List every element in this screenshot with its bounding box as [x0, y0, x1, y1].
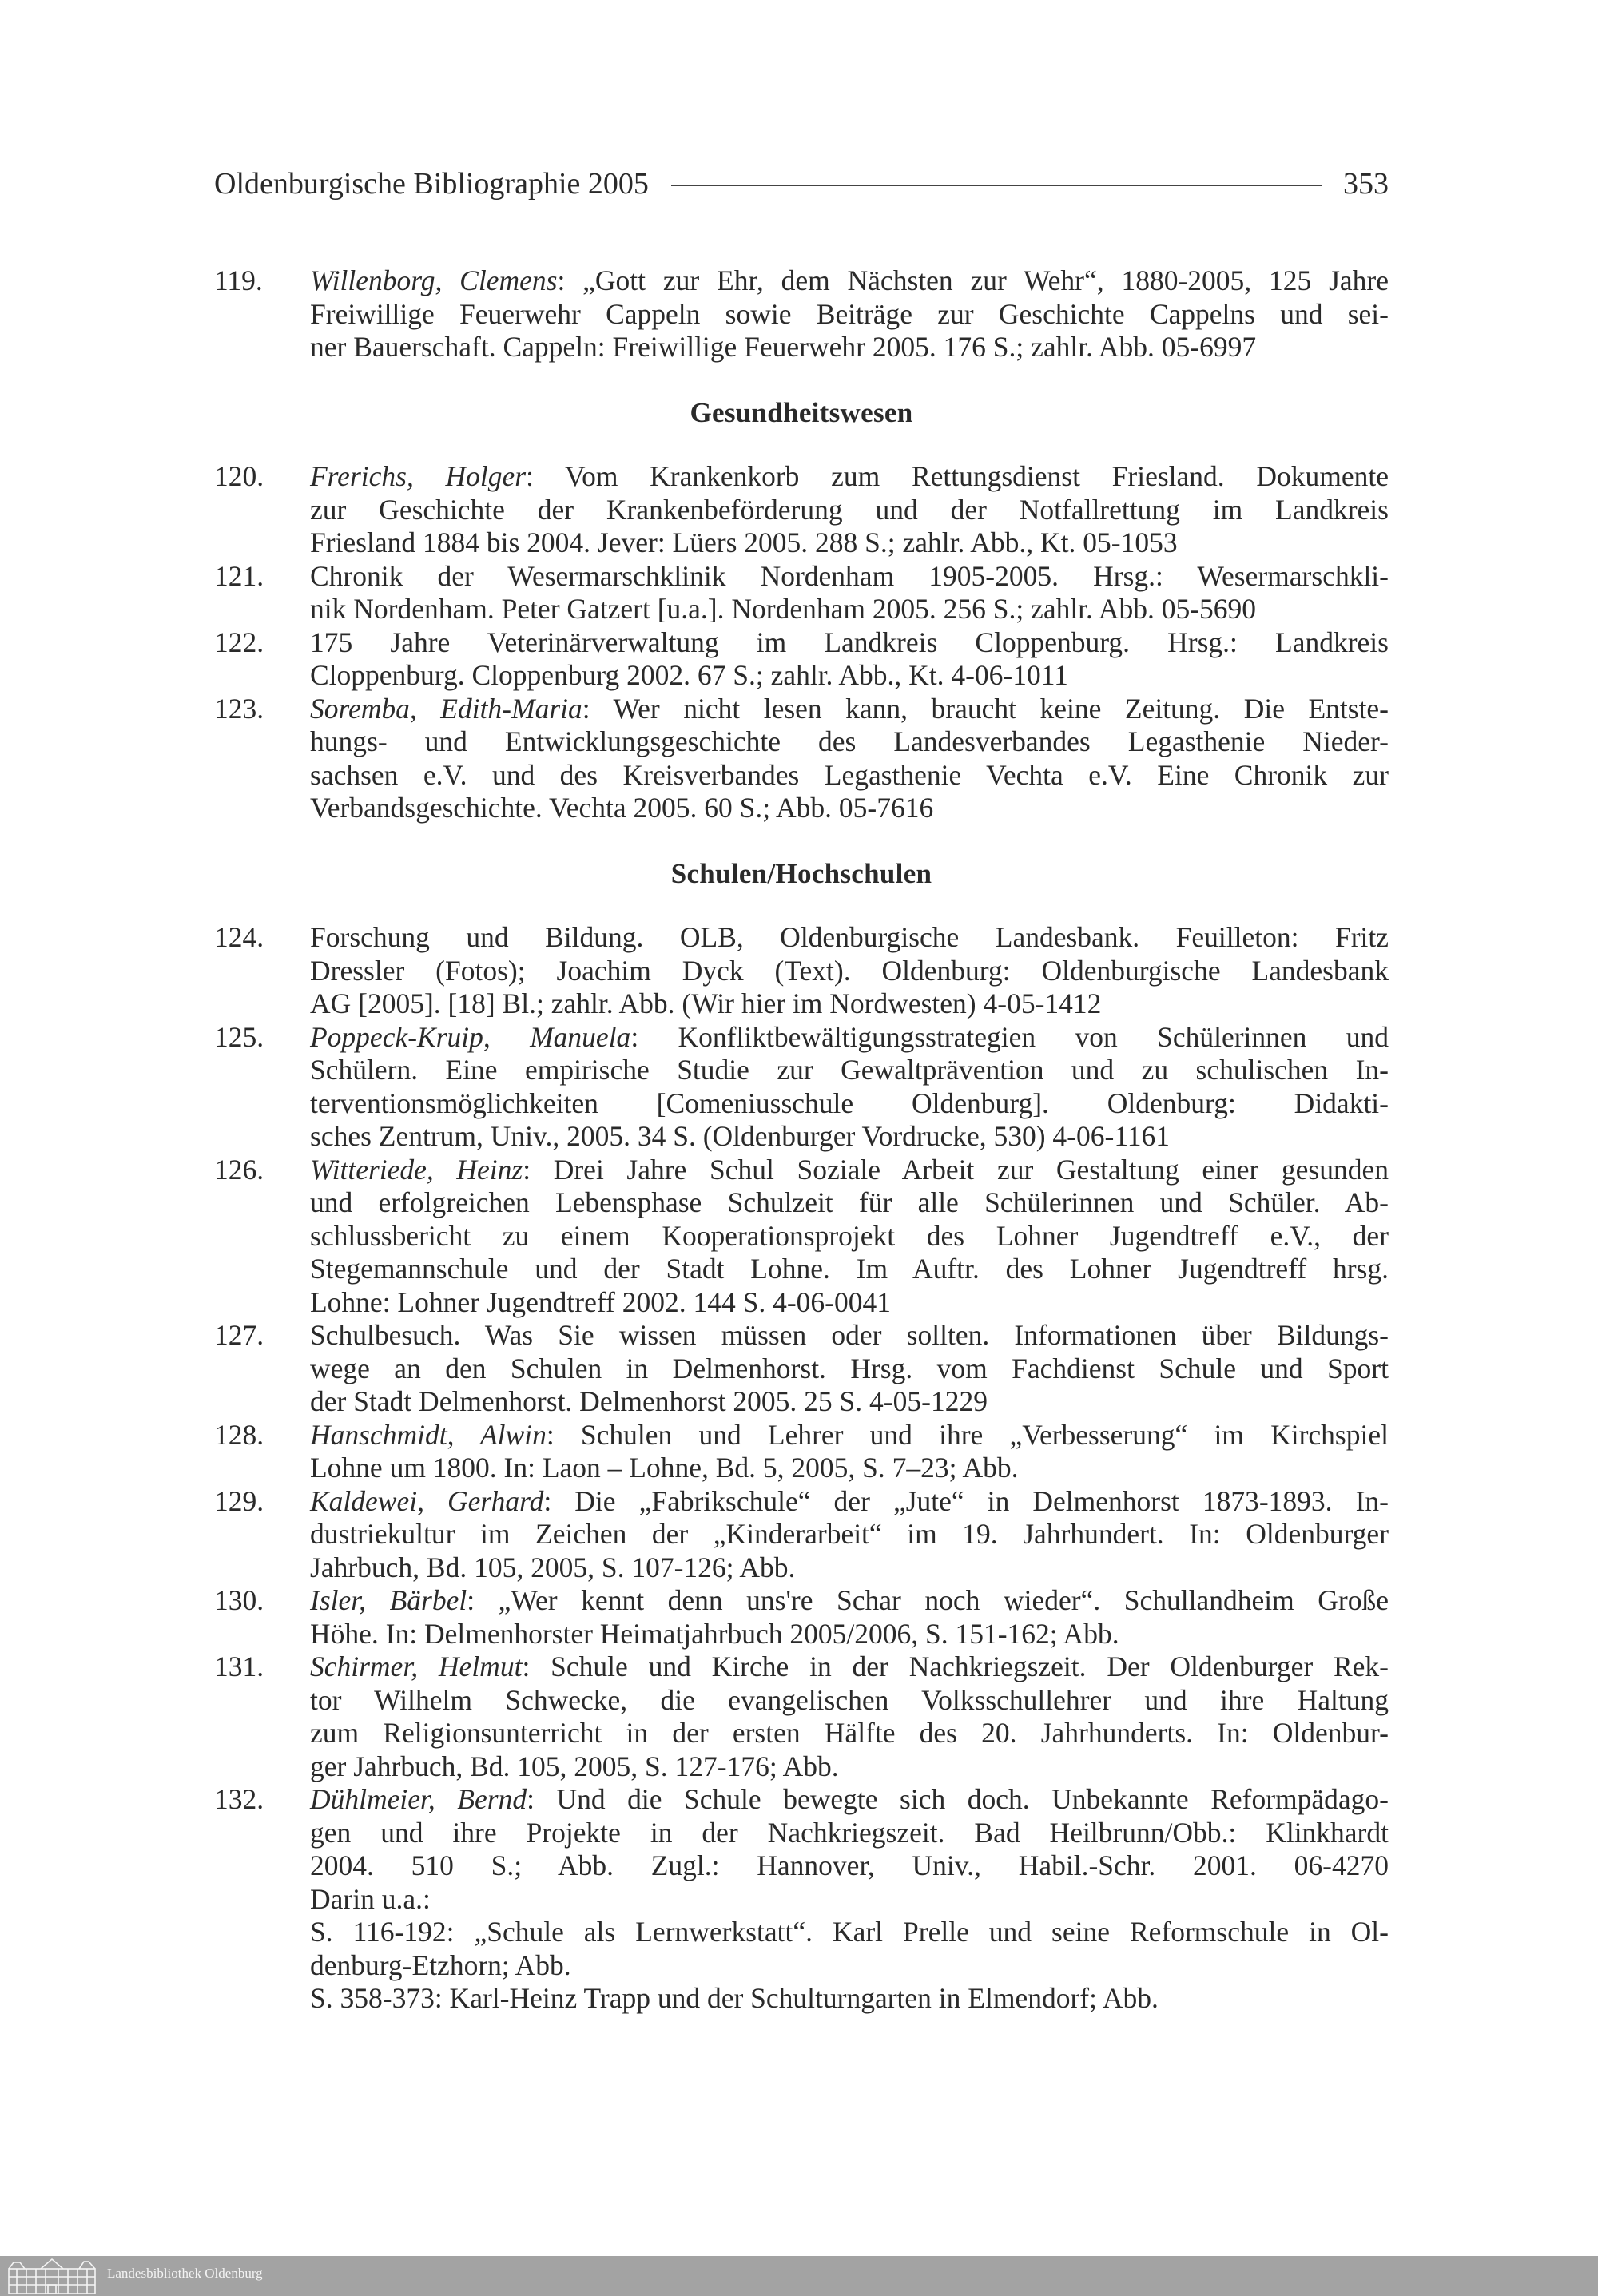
entry-line: [310, 1518, 1389, 1551]
bibliography-entry: [214, 1485, 1389, 1585]
entry-author: Dühlmeier, Bernd: [310, 1783, 527, 1815]
entry-number: 119.: [214, 264, 263, 296]
section-heading: Gesundheitswesen: [690, 396, 913, 428]
entry-line-text: und erfolgreichen Lebensphase Schulzeit für alle Schülerinnen und Schüler. Ab-: [310, 1186, 1389, 1218]
entry-number: 123.: [214, 692, 264, 725]
entry-author: Kaldewei, Gerhard: [310, 1484, 544, 1517]
entry-line: [310, 1120, 1389, 1154]
bibliography-entry: [214, 921, 1389, 1021]
entry-line: [310, 1220, 1389, 1253]
entry-text: [310, 1319, 1389, 1419]
entry-text: [310, 1154, 1389, 1320]
entry-line-text: Schülern. Eine empirische Studie zur Gewaltprävention und zu schulischen In-: [310, 1054, 1389, 1086]
entry-number: 124.: [214, 921, 264, 953]
entry-line: [310, 1054, 1389, 1087]
entry-line: [310, 921, 1389, 955]
entry-line: [310, 460, 1389, 494]
bibliography-entry: [214, 693, 1389, 825]
entry-line: [310, 1253, 1389, 1286]
entry-author: Willenborg, Clemens: [310, 264, 558, 296]
entry-line: [310, 331, 1389, 364]
entry-line: [310, 955, 1389, 988]
entry-line-text: zum Religionsunterricht in der ersten Hälfte des 20. Jahrhunderts. In: Oldenbur-: [310, 1717, 1389, 1749]
entry-line: [310, 1485, 1389, 1519]
entry-line: [310, 1286, 1389, 1320]
entry-line: [310, 1419, 1389, 1452]
entry-line-text: : Wer nicht lesen kann, braucht keine Zeitung. Die Entste-: [582, 692, 1389, 725]
entry-number: 122.: [214, 626, 264, 658]
entry-line: [310, 1584, 1389, 1618]
entry-number: 129.: [214, 1484, 264, 1517]
entry-line-text: terventionsmöglichkeiten [Comeniusschule Oldenburg]. Oldenburg: Didakti-: [310, 1086, 1389, 1119]
entry-line-text: : Drei Jahre Schul Soziale Arbeit zur Gestaltung einer gesunden: [523, 1153, 1389, 1186]
entry-line: [310, 1717, 1389, 1750]
bibliography-entry: [214, 460, 1389, 560]
entry-line: [310, 494, 1389, 527]
entry-line-text: Jahrbuch, Bd. 105, 2005, S. 107-126; Abb.: [310, 1551, 796, 1583]
entry-author: Frerichs, Holger: [310, 460, 527, 492]
entry-line-text: : Vom Krankenkorb zum Rettungsdienst Friesland. Dokumente: [526, 460, 1389, 492]
entry-text: [310, 560, 1389, 626]
entry-line-text: ner Bauerschaft. Cappeln: Freiwillige Feuerwehr 2005. 176 S.; zahlr. Abb. 05-6997: [310, 331, 1257, 363]
bibliography-entry: [214, 560, 1389, 626]
entry-line: [310, 1551, 1389, 1585]
entry-line-text: ger Jahrbuch, Bd. 105, 2005, S. 127-176; Abb.: [310, 1750, 839, 1782]
entry-text: [310, 460, 1389, 560]
entry-number: 132.: [214, 1783, 264, 1815]
entry-line: [310, 526, 1389, 560]
entry-line: [310, 1916, 1389, 1949]
entry-line: [310, 1982, 1389, 2016]
entry-line: [310, 1353, 1389, 1386]
entry-text: [310, 264, 1389, 364]
entry-line: [310, 1949, 1389, 1983]
bibliography-entry: [214, 626, 1389, 693]
section-heading: Schulen/Hochschulen: [670, 857, 932, 889]
entry-number: 128.: [214, 1418, 264, 1451]
entry-line: [310, 693, 1389, 726]
entry-line: [310, 1750, 1389, 1784]
entry-line: [310, 1452, 1389, 1485]
entry-line-text: : Die „Fabrikschule“ der „Jute“ in Delmenhorst 1873-1893. In-: [543, 1484, 1389, 1517]
bibliography-entry: [214, 1419, 1389, 1485]
entry-line: [310, 264, 1389, 298]
entry-line-text: gen und ihre Projekte in der Nachkriegszeit. Bad Heilbrunn/Obb.: Klinkhardt: [310, 1816, 1389, 1849]
entry-line: [310, 759, 1389, 792]
entry-line-text: AG [2005]. [18] Bl.; zahlr. Abb. (Wir hier im Nordwesten) 4-05-1412: [310, 987, 1102, 1019]
entry-author: Schirmer, Helmut: [310, 1650, 523, 1682]
entry-line: [310, 593, 1389, 626]
entry-line-text: Forschung und Bildung. OLB, Oldenburgische Landesbank. Feuilleton: Fritz: [310, 921, 1389, 953]
entry-line: [310, 1849, 1389, 1883]
entry-number: 125.: [214, 1020, 264, 1053]
entry-line-text: Verbandsgeschichte. Vechta 2005. 60 S.; Abb. 05-7616: [310, 792, 934, 824]
entry-author: Hanschmidt, Alwin: [310, 1418, 547, 1451]
entry-text: [310, 1485, 1389, 1585]
entry-line-text: Chronik der Wesermarschklinik Nordenham 1905-2005. Hrsg.: Wesermarschkli-: [310, 559, 1389, 592]
entry-author: Soremba, Edith-Maria: [310, 692, 582, 725]
entry-line: [310, 1186, 1389, 1220]
bibliography-entry: [214, 1650, 1389, 1783]
entry-number: 127.: [214, 1319, 264, 1351]
entry-line: [310, 1319, 1389, 1353]
entry-number: 131.: [214, 1650, 264, 1682]
bibliography-entry: [214, 1021, 1389, 1154]
entry-author: Poppeck-Kruip, Manuela: [310, 1020, 631, 1053]
bibliography-entry: [214, 1319, 1389, 1419]
entry-line-text: tor Wilhelm Schwecke, die evangelischen Volksschullehrer und ihre Haltung: [310, 1683, 1389, 1716]
entry-number: 120.: [214, 460, 264, 492]
entry-line: [310, 1883, 1389, 1917]
entry-number: 126.: [214, 1153, 264, 1186]
bibliography-list: [214, 264, 1389, 2016]
footer-bar: [0, 2256, 1598, 2296]
entry-line-text: Friesland 1884 bis 2004. Jever: Lüers 2005. 288 S.; zahlr. Abb., Kt. 05-1053: [310, 526, 1178, 558]
entry-line-text: hungs- und Entwicklungsgeschichte des Landesverbandes Legasthenie Nieder-: [310, 725, 1389, 757]
entry-line: [310, 1817, 1389, 1850]
entry-line: [310, 298, 1389, 332]
bibliography-entry: [214, 1584, 1389, 1650]
entry-line: [310, 1154, 1389, 1187]
library-building-logo-icon: [6, 2258, 98, 2294]
entry-line-text: zur Geschichte der Krankenbeförderung und der Notfallrettung im Landkreis: [310, 493, 1389, 526]
entry-text: [310, 1650, 1389, 1783]
entry-line: [310, 725, 1389, 759]
entry-line: [310, 560, 1389, 594]
library-name: Landesbibliothek Oldenburg: [107, 2266, 263, 2281]
entry-line-text: schlussbericht zu einem Kooperationsprojekt des Lohner Jugendtreff e.V., der: [310, 1219, 1389, 1252]
entry-line-text: Schulbesuch. Was Sie wissen müssen oder sollten. Informationen über Bildungs-: [310, 1319, 1389, 1351]
entry-line: [310, 1385, 1389, 1419]
entry-text: [310, 921, 1389, 1021]
entry-line: [310, 1618, 1389, 1651]
entry-line-text: denburg-Etzhorn; Abb.: [310, 1948, 571, 1981]
entry-line-text: : Und die Schule bewegte sich doch. Unbekannte Reformpädago-: [527, 1783, 1389, 1815]
entry-line: [310, 987, 1389, 1021]
bibliography-entry: [214, 1783, 1389, 2016]
entry-line-text: S. 116-192: „Schule als Lernwerkstatt“. Karl Prelle und seine Reformschule in Ol-: [310, 1916, 1389, 1948]
entry-line-text: Darin u.a.:: [310, 1882, 431, 1915]
header-title: Oldenburgische Bibliographie 2005: [214, 167, 649, 201]
entry-line-text: : Schulen und Lehrer und ihre „Verbesserung“ im Kirchspiel: [546, 1418, 1389, 1451]
entry-line-text: : Konfliktbewältigungsstrategien von Schülerinnen und: [630, 1020, 1389, 1053]
entry-line-text: dustriekultur im Zeichen der „Kinderarbeit“ im 19. Jahrhundert. In: Oldenburger: [310, 1518, 1389, 1550]
entry-line: [310, 1087, 1389, 1121]
bibliography-entry: [214, 1154, 1389, 1320]
entry-number: 130.: [214, 1584, 264, 1616]
entry-line: [310, 792, 1389, 825]
entry-text: [310, 1021, 1389, 1154]
entry-text: [310, 1584, 1389, 1650]
page-number: 353: [1343, 167, 1389, 201]
entry-text: [310, 626, 1389, 693]
entry-line-text: der Stadt Delmenhorst. Delmenhorst 2005. 25 S. 4-05-1229: [310, 1385, 988, 1417]
entry-line-text: Stegemannschule und der Stadt Lohne. Im Auftr. des Lohner Jugendtreff hrsg.: [310, 1253, 1389, 1285]
entry-number: 121.: [214, 559, 264, 592]
entry-text: [310, 693, 1389, 825]
entry-line: [310, 659, 1389, 693]
bibliography-entry: [214, 264, 1389, 364]
entry-line-text: : Schule und Kirche in der Nachkriegszeit. Der Oldenburger Rek-: [522, 1650, 1389, 1682]
entry-line-text: S. 358-373: Karl-Heinz Trapp und der Schulturngarten in Elmendorf; Abb.: [310, 1982, 1159, 2014]
entry-line-text: Dressler (Fotos); Joachim Dyck (Text). Oldenburg: Oldenburgische Landesbank: [310, 954, 1389, 987]
entry-text: [310, 1419, 1389, 1485]
entry-line-text: 175 Jahre Veterinärverwaltung im Landkreis Cloppenburg. Hrsg.: Landkreis: [310, 626, 1389, 658]
header-rule: [671, 185, 1322, 186]
entry-line-text: nik Nordenham. Peter Gatzert [u.a.]. Nordenham 2005. 256 S.; zahlr. Abb. 05-5690: [310, 593, 1257, 625]
entry-line-text: wege an den Schulen in Delmenhorst. Hrsg. vom Fachdienst Schule und Sport: [310, 1352, 1389, 1384]
entry-line-text: Höhe. In: Delmenhorster Heimatjahrbuch 2005/2006, S. 151-162; Abb.: [310, 1617, 1119, 1650]
entry-line-text: Lohne um 1800. In: Laon – Lohne, Bd. 5, 2005, S. 7–23; Abb.: [310, 1452, 1019, 1484]
entry-line-text: sachsen e.V. und des Kreisverbandes Legasthenie Vechta e.V. Eine Chronik zur: [310, 758, 1389, 791]
running-header: [214, 163, 1389, 205]
entry-line: [310, 626, 1389, 660]
entry-line-text: 2004. 510 S.; Abb. Zugl.: Hannover, Univ., Habil.-Schr. 2001. 06-4270: [310, 1849, 1389, 1881]
entry-author: Isler, Bärbel: [310, 1584, 467, 1616]
entry-text: [310, 1783, 1389, 2016]
entry-author: Witteriede, Heinz: [310, 1153, 523, 1186]
entry-line-text: Freiwillige Feuerwehr Cappeln sowie Beiträge zur Geschichte Cappelns und sei-: [310, 297, 1389, 330]
entry-line: [310, 1650, 1389, 1684]
entry-line: [310, 1684, 1389, 1718]
entry-line: [310, 1021, 1389, 1055]
entry-line-text: sches Zentrum, Univ., 2005. 34 S. (Oldenburger Vordrucke, 530) 4-06-1161: [310, 1120, 1171, 1152]
entry-line-text: : „Wer kennt denn uns're Schar noch wieder“. Schullandheim Große: [467, 1584, 1389, 1616]
entry-line-text: : „Gott zur Ehr, dem Nächsten zur Wehr“, 1880-2005, 125 Jahre: [557, 264, 1389, 296]
entry-line-text: Cloppenburg. Cloppenburg 2002. 67 S.; zahlr. Abb., Kt. 4-06-1011: [310, 659, 1068, 691]
entry-line: [310, 1783, 1389, 1817]
entry-line-text: Lohne: Lohner Jugendtreff 2002. 144 S. 4-06-0041: [310, 1285, 891, 1318]
